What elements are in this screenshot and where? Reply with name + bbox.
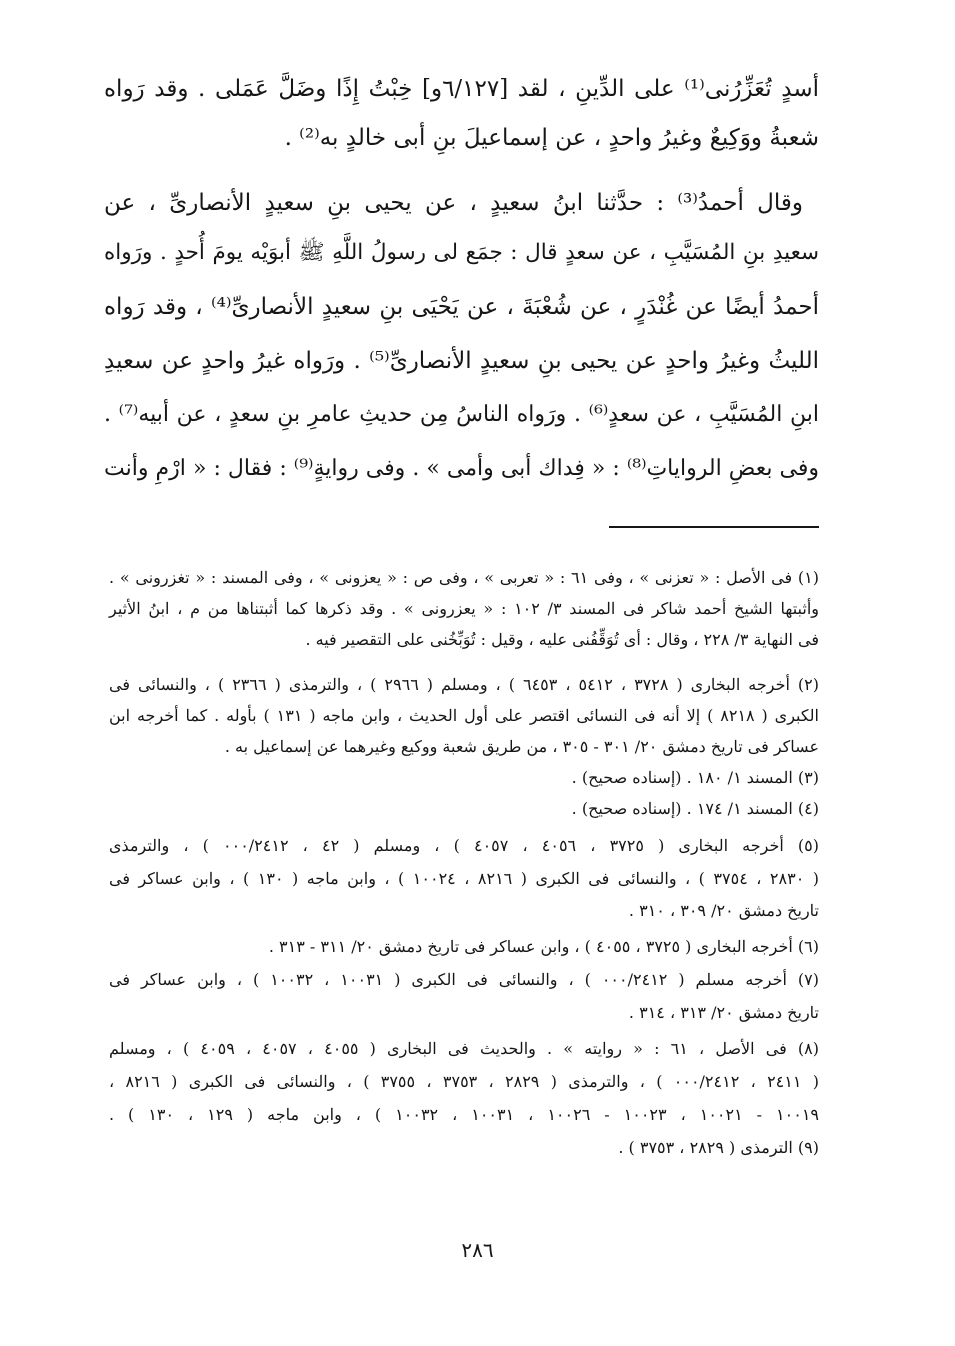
- main-text-line: أحمدُ أيضًا عن غُنْدَرٍ ، عن شُعْبَةَ ، عن يَحْيَى بنِ سعيدٍ الأنصارىِّ⁽⁴⁾ ، وقد رَواه: [104, 294, 819, 320]
- main-text-line: سعيدِ بنِ المُسَيَّبِ ، عن سعدٍ قال : جمَع لى رسولُ اللَّهِ ﷺ أبوَيْه يومَ أُحدٍ . ورَواه: [104, 240, 819, 265]
- footnote-line: تاريخ دمشق ٢٠/ ٣٠٩ ، ٣١٠ .: [628, 901, 819, 920]
- footnote-line: فى النهاية ٣/ ٢٢٨ ، وقال : أى تُوَقِّفُنى عليه ، وقيل : تُوَبِّخُنى على التقصير فيه .: [305, 630, 819, 649]
- main-text-line: أسدٍ تُعَزِّرُنى⁽¹⁾ على الدِّينِ ، لقد [٦/١٢٧و] خِبْتُ إِذًا وضَلَّ عَمَلى . وقد رَواه: [104, 76, 819, 102]
- footnote-line: (٥) أخرجه البخارى ( ٣٧٢٥ ، ٤٠٥٦ ، ٤٠٥٧ ) ، ومسلم ( ٤٢ ، ٠٠٠/٢٤١٢ ) ، والترمذى: [109, 836, 820, 855]
- footnote-line: (٧) أخرجه مسلم ( ٠٠٠/٢٤١٢ ) ، والنسائى فى الكبرى ( ١٠٠٣١ ، ١٠٠٣٢ ) ، وابن عساكر فى: [109, 970, 820, 989]
- footnote-line: تاريخ دمشق ٢٠/ ٣١٣ ، ٣١٤ .: [628, 1003, 819, 1022]
- footnote-line: (٨) فى الأصل ، ٦١ : « روايته » . والحديث فى البخارى ( ٤٠٥٥ ، ٤٠٥٧ ، ٤٠٥٩ ) ، ومسلم: [109, 1039, 819, 1058]
- footnote-line: ( ٢٤١١ ، ٠٠٠/٢٤١٢ ) ، والترمذى ( ٢٨٢٩ ، ٣٧٥٣ ، ٣٧٥٥ ) ، والنسائى فى الكبرى ( ٨٢١٦ ،: [109, 1072, 819, 1091]
- footnote-line: (٤) المسند ١/ ١٧٤ . (إسناده صحيح) .: [571, 799, 819, 818]
- footnote-line: ١٠٠١٩ - ١٠٠٢١ ، ١٠٠٢٣ - ١٠٠٢٦ ، ١٠٠٣١ ، ١٠٠٣٢ ) ، وابن ماجه ( ١٢٩ ، ١٣٠ ) .: [109, 1105, 820, 1124]
- footnote-line: (١) فى الأصل : « تعزنى » ، وفى ٦١ : « تعربى » ، وفى ص : « يعزونى » ، وفى المسند : « تغزرونى » .: [109, 568, 820, 587]
- main-text-line: وقال أحمدُ⁽³⁾ : حدَّثنا ابنُ سعيدٍ ، عن يحيى بنِ سعيدٍ الأنصارىِّ ، عن: [104, 190, 803, 216]
- footnote-line: (٩) الترمذى ( ٢٨٢٩ ، ٣٧٥٣ ) .: [618, 1138, 819, 1157]
- footnote-separator: [609, 526, 819, 528]
- footnote-line: (٢) أخرجه البخارى ( ٣٧٢٨ ، ٥٤١٢ ، ٦٤٥٣ ) ، ومسلم ( ٢٩٦٦ ) ، والترمذى ( ٢٣٦٦ ) ، والنسائى فى: [109, 675, 819, 694]
- footnote-line: ( ٢٨٣٠ ، ٣٧٥٤ ) ، والنسائى فى الكبرى ( ٨٢١٦ ، ١٠٠٢٤ ) ، وابن ماجه ( ١٣٠ ) ، وابن عساكر فى: [109, 869, 820, 888]
- main-text-line: الليثُ وغيرُ واحدٍ عن يحيى بنِ سعيدٍ الأنصارىِّ⁽⁵⁾ . ورَواه غيرُ واحدٍ عن سعيدِ: [104, 348, 819, 374]
- main-text-line: وفى بعضِ الرواياتِ⁽⁸⁾ : « فِداك أبى وأمى » . وفى روايةٍ⁽⁹⁾ : فقال : « ارْمِ وأنت: [104, 456, 819, 481]
- footnote-line: (٦) أخرجه البخارى ( ٣٧٢٥ ، ٤٠٥٥ ) ، وابن عساكر فى تاريخ دمشق ٢٠/ ٣١١ - ٣١٣ .: [268, 937, 819, 956]
- page-number: ٢٨٦: [461, 1238, 494, 1262]
- footnote-line: (٣) المسند ١/ ١٨٠ . (إسناده صحيح) .: [571, 768, 819, 787]
- main-text-line: شعبةُ ووَكِيعٌ وغيرُ واحدٍ ، عن إسماعيلَ بنِ أبى خالدٍ به⁽²⁾ .: [284, 125, 819, 151]
- footnote-line: وأثبتها الشيخ أحمد شاكر فى المسند ٣/ ١٠٢ : « يعزرونى » . وقد ذكرها كما أثبتناها من م ، ابنُ الأثير: [109, 599, 820, 618]
- main-text-line: ابنِ المُسَيَّبِ ، عن سعدٍ⁽⁶⁾ . ورَواه الناسُ مِن حديثِ عامرِ بنِ سعدٍ ، عن أبيه⁽⁷⁾ .: [104, 402, 819, 427]
- footnote-line: عساكر فى تاريخ دمشق ٢٠/ ٣٠١ - ٣٠٥ ، من طريق شعبة ووكيع وغيرهما عن إسماعيل به .: [224, 737, 819, 756]
- footnote-line: الكبرى ( ٨٢١٨ ) إلا أنه فى النسائى اقتصر على أول الحديث ، وابن ماجه ( ١٣١ ) بأوله . كما أخرجه ابن: [109, 706, 820, 725]
